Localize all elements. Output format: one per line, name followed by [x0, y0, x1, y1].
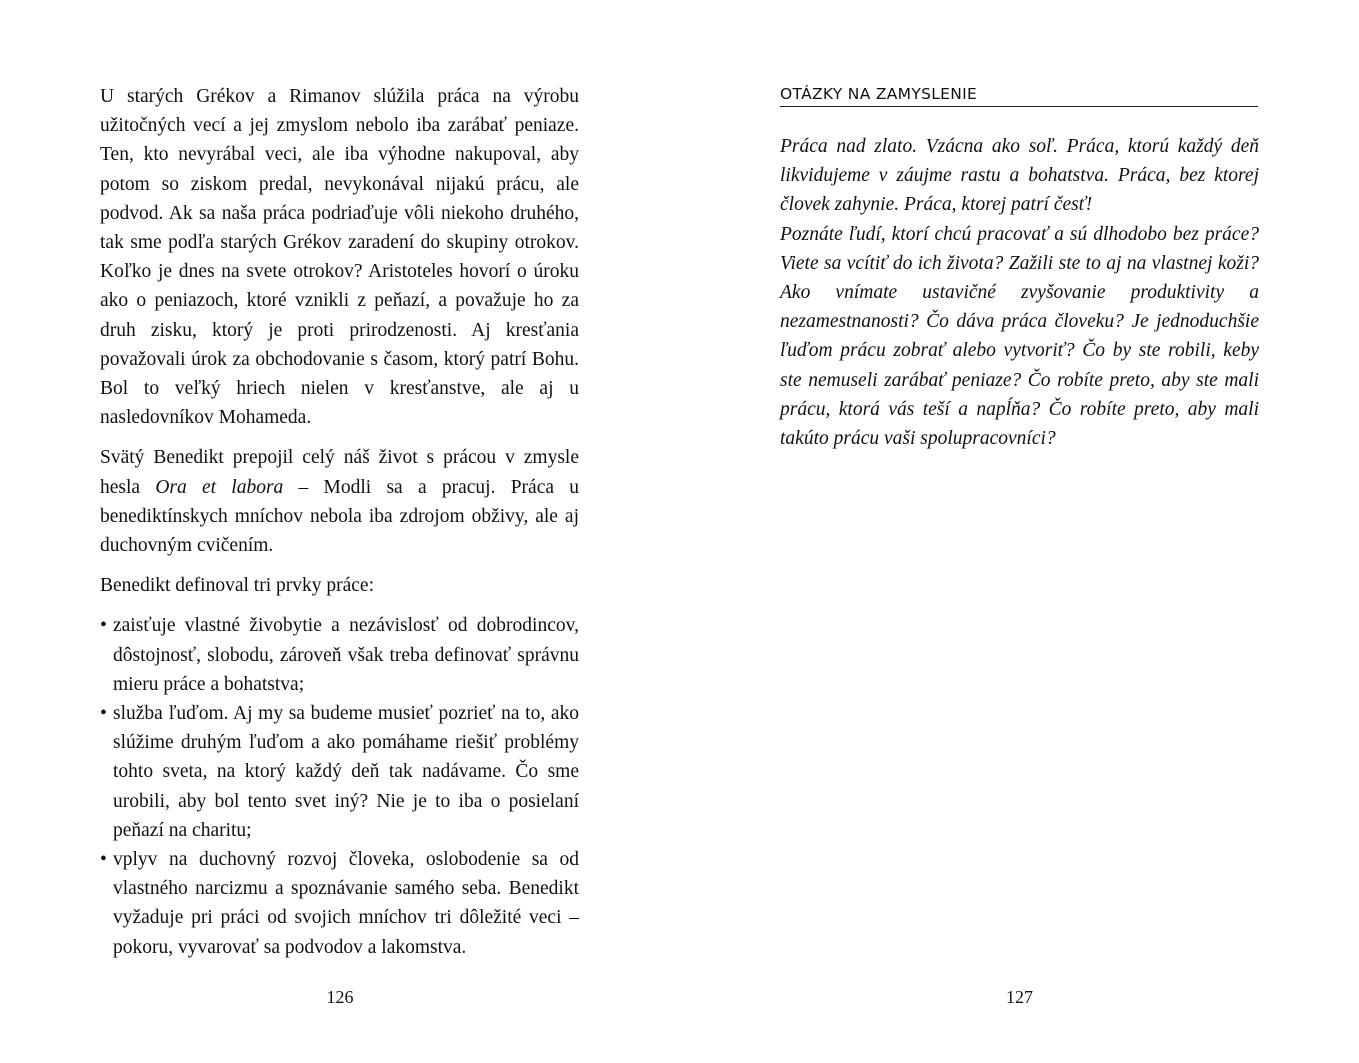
bullet-icon: •: [100, 703, 107, 725]
paragraph-benedict: [100, 443, 579, 560]
paragraph-greeks-romans: U starých Grékov a Rimanov slúžila práca na výrobu užitočných vecí a jej zmyslom nebolo iba zarábať peniaze. Ten, kto nevyrábal veci, ale iba výhodne nakupoval, aby potom so ziskom predal, nevykonával nijakú prácu, ale podvod. Ak sa naša práca podriaďuje vôli niekoho druhého, tak sme podľa starých Grékov zaradení do skupiny otrokov. Koľko je dnes na svete otrokov? Aristoteles hovorí o úroku ako o peniazoch, ktoré vznikli z peňazí, a považuje ho za druh zisku, ktorý je proti prirodzenosti. Aj kresťania považovali úrok za obchodovanie s časom, ktorý patrí Bohu. Bol to veľký hriech nielen v kresťanstve, ale aj u nasledovníkov Mohameda.: [100, 86, 579, 429]
page-number: 126: [326, 987, 354, 1007]
paragraph-questions: Poznáte ľudí, ktorí chcú pracovať a sú dlhodobo bez práce? Viete sa vcítiť do ich života? Zažili ste to aj na vlastnej koži? Ako vnímate ustavičné zvyšovanie produktivity a nezamestnanosti? Čo dáva práca človeku? Je jednoduchšie ľuďom prácu zobrať alebo vytvoriť? Čo by ste robili, keby ste nemuseli zarábať peniaze? Čo robíte preto, aby ste mali prácu, ktorá vás teší a napĺňa? Čo robíte preto, aby mali takúto prácu vaši spolupracovníci?: [780, 223, 1259, 450]
list-item: [100, 611, 579, 699]
work-elements-list: [100, 611, 579, 961]
paragraph-three-elements: Benedikt definoval tri prvky práce:: [100, 575, 374, 597]
paragraph-benedict-end: – Modli sa a pracuj. Práca u benediktínskych mníchov nebola iba zdrojom obživy, ale aj duchovným cvičením.: [100, 476, 579, 557]
list-item: [100, 845, 579, 962]
bullet-icon: •: [100, 615, 107, 637]
list-item-text: služba ľuďom. Aj my sa budeme musieť pozrieť na to, ako slúžime druhým ľuďom a ako pomáhame riešiť problémy tohto sveta, na ktorý každý deň tak nadávame. Čo sme urobili, aby bol tento svet iný? Nie je to iba o posielaní peňazí na charitu;: [113, 703, 579, 841]
list-item: [100, 699, 579, 845]
running-head: OTÁZKY NA ZAMYSLENIE: [780, 84, 1258, 107]
page-number: 127: [1006, 987, 1033, 1007]
list-item-text: vplyv na duchovný rozvoj človeka, oslobodenie sa od vlastného narcizmu a spoznávanie samého seba. Benedikt vyžaduje pri práci od svojich mníchov tri dôležité veci – pokoru, vyvarovať sa podvodov a lakomstva.: [113, 849, 579, 958]
bullet-icon: •: [100, 849, 107, 871]
right-page: [680, 0, 1359, 1063]
motto-ora-et-labora: Ora et labora: [155, 476, 284, 498]
left-page-body: [100, 82, 579, 962]
right-page-body: [780, 132, 1259, 453]
paragraph-benedict-start: Svätý Benedikt prepojil celý náš život s prácou v zmysle hesla: [100, 447, 579, 498]
paragraph-work-value: Práca nad zlato. Vzácna ako soľ. Práca, ktorú každý deň likvidujeme v záujme rastu a bohatstva. Práca, bez ktorej človek zahynie. Práca, ktorej patrí česť!: [780, 136, 1259, 216]
list-item-text: zaisťuje vlastné živobytie a nezávislosť od dobrodincov, dôstojnosť, slobodu, zároveň však treba definovať správnu mieru práce a bohatstva;: [113, 615, 579, 695]
